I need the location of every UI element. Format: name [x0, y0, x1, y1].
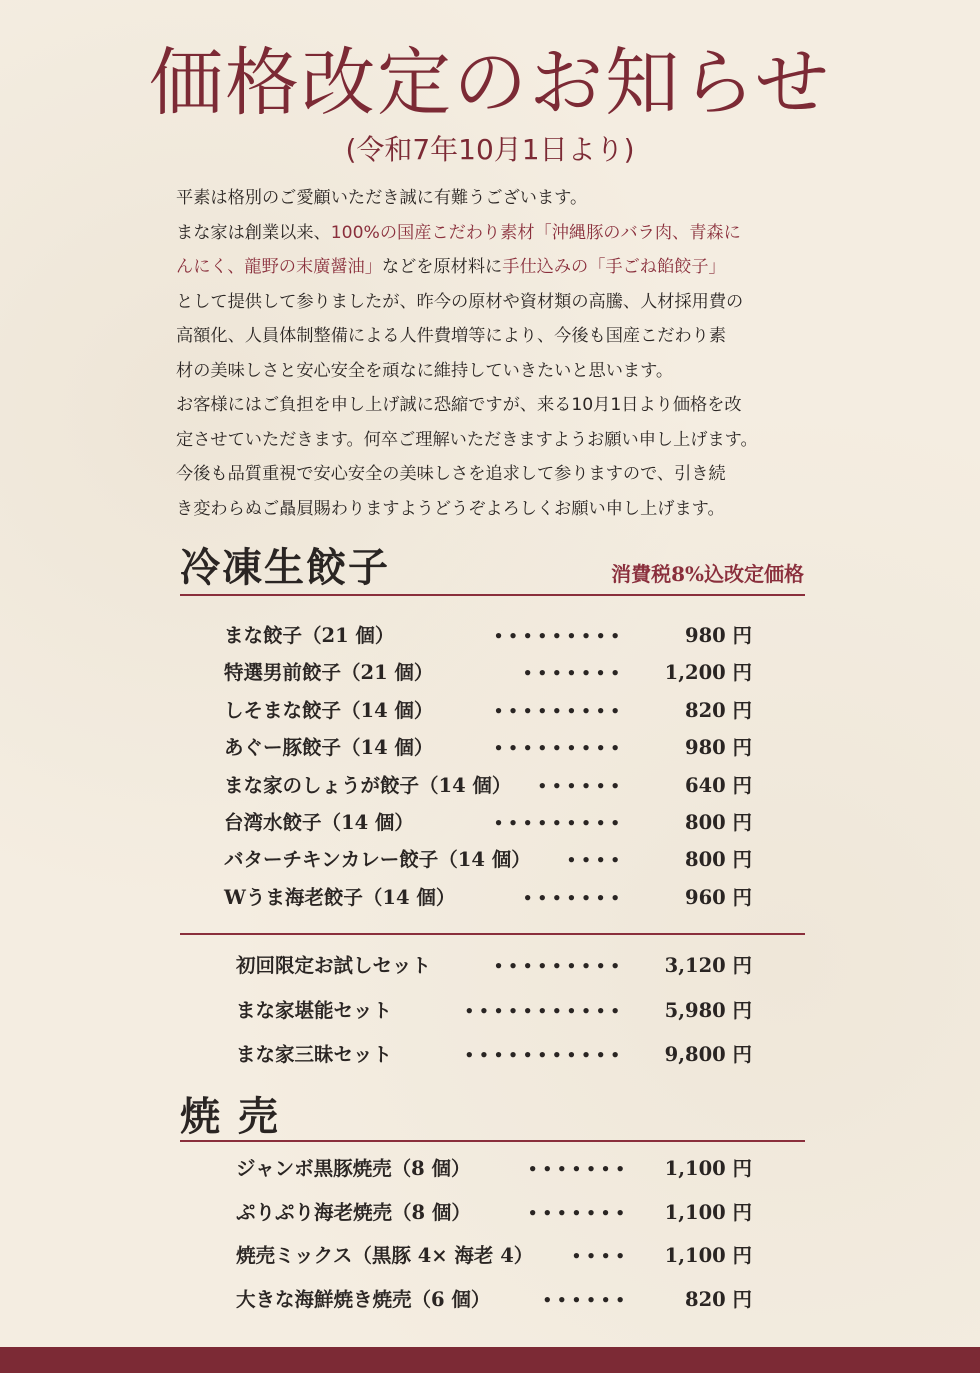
product-name: 台湾水餃子（14 個） [224, 811, 414, 834]
product-price: 800 円 [685, 811, 752, 834]
footer-bar [0, 1347, 980, 1373]
product-price: 980 円 [685, 736, 752, 760]
dot-leader: •••• [566, 851, 625, 870]
announcement-body [176, 181, 816, 526]
dot-leader: ••••••••••• [464, 1001, 625, 1020]
product-name: ぷりぷり海老焼売（8 個） [236, 1200, 471, 1224]
highlight-text: んにく、龍野の末廣醤油」 [176, 257, 382, 277]
product-price: 820 円 [685, 698, 752, 722]
product-name: ジャンボ黒豚焼売（8 個） [236, 1157, 471, 1180]
highlight-text: 100%の国産こだわり素材「沖縄豚のバラ肉、青森に [330, 222, 741, 243]
product-price: 1,200 円 [664, 661, 752, 685]
price-row [0, 1039, 980, 1071]
announcement-line [176, 285, 816, 320]
section-divider [180, 1140, 805, 1142]
product-name: あぐー豚餃子（14 個） [224, 736, 434, 760]
price-row [0, 620, 980, 652]
dot-leader: •••• [571, 1247, 630, 1266]
price-row [0, 1240, 980, 1272]
highlight-text: 手仕込みの「手ごね餡餃子」 [502, 257, 726, 277]
announcement-line [176, 354, 816, 389]
price-row [0, 950, 980, 982]
dot-leader: ••••••• [522, 888, 625, 907]
price-row [0, 1284, 980, 1316]
effective-date: (令和7年10月1日より) [345, 133, 635, 166]
dot-leader: •••••• [537, 776, 625, 795]
product-name: Wうま海老餃子（14 個） [224, 885, 456, 909]
price-row [0, 844, 980, 876]
product-name: まな家のしょうが餃子（14 個） [224, 773, 512, 797]
page-title: 価格改定のお知らせ [149, 40, 831, 126]
tax-note: 消費税8%込改定価格 [611, 562, 804, 586]
price-row [0, 770, 980, 802]
product-name: しそまな餃子（14 個） [224, 698, 434, 722]
dot-leader: •••••• [542, 1290, 630, 1309]
dot-leader: ••••••••• [493, 701, 625, 720]
product-name: 焼売ミックス（黒豚 4× 海老 4） [236, 1244, 534, 1268]
product-price: 5,980 円 [664, 998, 752, 1022]
dot-leader: ••••••••• [493, 739, 625, 758]
dot-leader: ••••••• [522, 664, 625, 683]
product-price: 640 円 [685, 773, 752, 797]
dot-leader: ••••••••• [493, 957, 625, 975]
dot-leader: ••••••••• [493, 627, 625, 645]
price-row [0, 1153, 980, 1185]
price-row [0, 995, 980, 1027]
announcement-line [176, 319, 816, 354]
product-name: まな餃子（21 個） [224, 624, 395, 647]
product-price: 9,800 円 [664, 1043, 752, 1066]
body-text: 高額化、人員体制整備による人件費増等により、今後も国産こだわり素 [176, 326, 727, 346]
body-text: き変わらぬご贔屓賜わりますようどうぞよろしくお願い申し上げます。 [176, 498, 725, 519]
announcement-line [176, 457, 816, 492]
product-price: 980 円 [685, 624, 752, 647]
section-divider [180, 594, 805, 596]
body-text: 平素は格別のご愛顧いただき誠に有難うございます。 [176, 188, 588, 208]
price-row [0, 732, 980, 764]
body-text: 定させていただきます。何卒ご理解いただきますようお願い申し上げます。 [176, 429, 758, 450]
announcement-line [176, 181, 816, 216]
body-text: 材の美味しさと安心安全を頑なに維持していきたいと思います。 [176, 360, 674, 381]
price-row [0, 1197, 980, 1229]
body-text: まな家は創業以来、 [176, 222, 331, 243]
dot-leader: ••••••• [527, 1160, 630, 1178]
product-name: まな家堪能セット [236, 998, 393, 1022]
announcement-line [176, 388, 816, 423]
section-title-shumai: 焼 売 [180, 1093, 280, 1140]
product-price: 1,100 円 [664, 1244, 752, 1268]
price-row [0, 882, 980, 914]
dot-leader: ••••••••••• [464, 1046, 625, 1064]
product-price: 960 円 [685, 885, 752, 909]
set-divider [180, 933, 805, 935]
announcement-line [176, 492, 816, 527]
body-text: として提供して参りましたが、昨今の原材や資材類の高騰、人材採用費の [176, 291, 744, 312]
price-row [0, 657, 980, 689]
product-price: 820 円 [685, 1287, 752, 1311]
body-text: 今後も品質重視で安心安全の美味しさを追求して参りますので、引き続 [176, 464, 726, 484]
product-price: 3,120 円 [664, 954, 752, 977]
body-text: お客様にはご負担を申し上げ誠に恐縮ですが、来る10月1日より価格を改 [176, 395, 742, 415]
section-title-gyoza: 冷凍生餃子 [180, 544, 390, 591]
product-price: 1,100 円 [664, 1157, 752, 1180]
announcement-line [176, 216, 816, 251]
price-row [0, 807, 980, 839]
product-name: バターチキンカレー餃子（14 個） [224, 848, 531, 872]
product-price: 1,100 円 [664, 1200, 752, 1224]
announcement-line [176, 250, 816, 285]
product-name: 初回限定お試しセット [236, 954, 432, 977]
dot-leader: ••••••• [527, 1203, 630, 1222]
announcement-line [176, 423, 816, 458]
product-name: 大きな海鮮焼き焼売（6 個） [236, 1287, 491, 1311]
body-text: などを原材料に [381, 257, 503, 277]
price-row [0, 695, 980, 727]
product-name: 特選男前餃子（21 個） [224, 661, 434, 685]
product-name: まな家三昧セット [236, 1043, 393, 1066]
dot-leader: ••••••••• [493, 814, 625, 832]
product-price: 800 円 [685, 848, 752, 872]
